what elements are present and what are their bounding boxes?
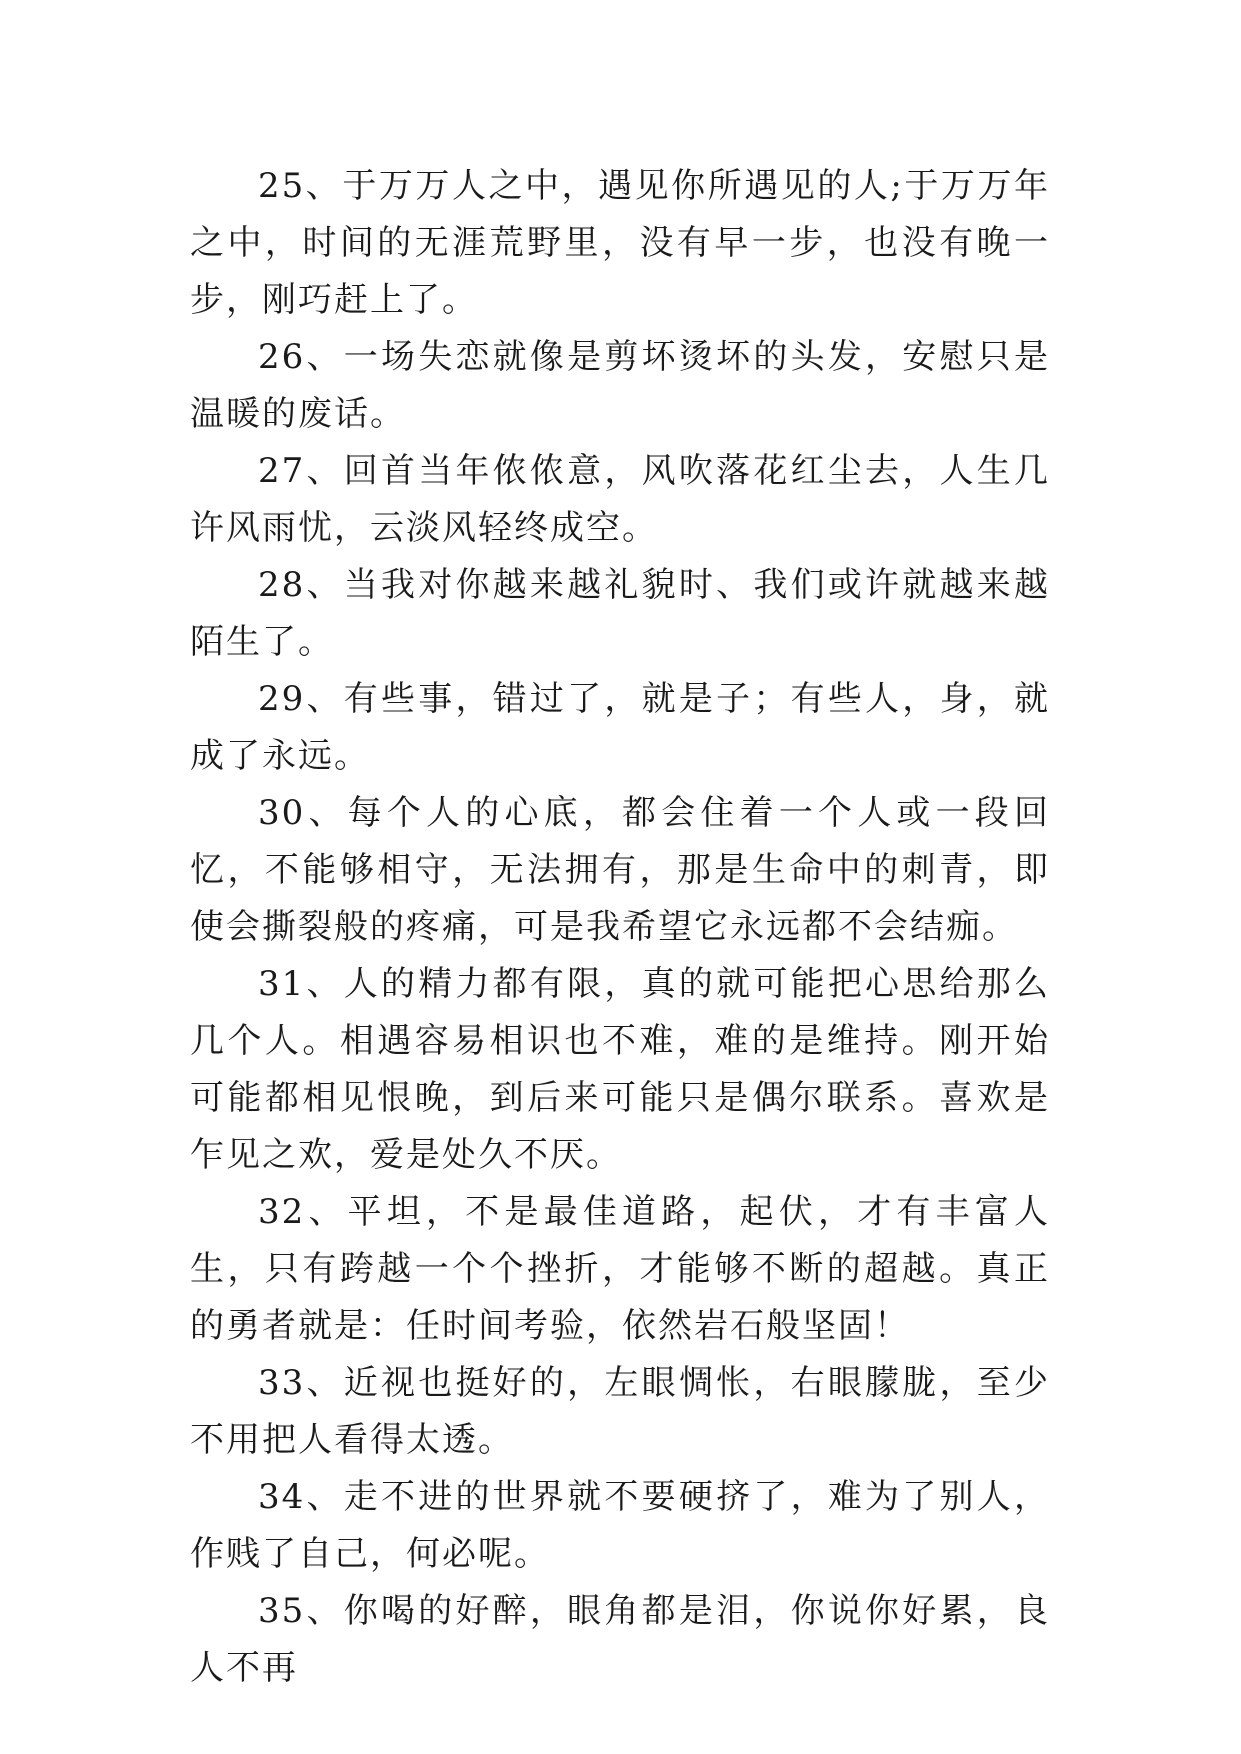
paragraph-31: 31、人的精力都有限，真的就可能把心思给那么几个人。相遇容易相识也不难，难的是维持。刚开始可能都相见恨晚，到后来可能只是偶尔联系。喜欢是乍见之欢，爱是处久不厌。 — [190, 964, 1050, 1175]
paragraph-35: 35、你喝的好醉，眼角都是泪，你说你好累，良人不再 — [190, 1591, 1050, 1688]
paragraph-29: 29、有些事，错过了，就是子；有些人，身，就成了永远。 — [190, 679, 1050, 776]
paragraph-28: 28、当我对你越来越礼貌时、我们或许就越来越陌生了。 — [190, 565, 1050, 662]
paragraph-33: 33、近视也挺好的，左眼惆怅，右眼朦胧，至少不用把人看得太透。 — [190, 1363, 1050, 1460]
paragraph-25: 25、于万万人之中，遇见你所遇见的人;于万万年之中，时间的无涯荒野里，没有早一步，也没有晚一步，刚巧赶上了。 — [190, 166, 1050, 320]
text-body — [190, 158, 1050, 1697]
paragraph-26: 26、一场失恋就像是剪坏烫坏的头发，安慰只是温暖的废话。 — [190, 337, 1050, 434]
paragraph-34: 34、走不进的世界就不要硬挤了，难为了别人，作贱了自己，何必呢。 — [190, 1477, 1050, 1574]
paragraph-27: 27、回首当年侬侬意，风吹落花红尘去，人生几许风雨忧，云淡风轻终成空。 — [190, 451, 1050, 548]
paragraph-32: 32、平坦，不是最佳道路，起伏，才有丰富人生，只有跨越一个个挫折，才能够不断的超越。真正的勇者就是：任时间考验，依然岩石般坚固！ — [190, 1192, 1050, 1346]
paragraph-30: 30、每个人的心底，都会住着一个人或一段回忆，不能够相守，无法拥有，那是生命中的刺青，即使会撕裂般的疼痛，可是我希望它永远都不会结痂。 — [190, 793, 1050, 947]
